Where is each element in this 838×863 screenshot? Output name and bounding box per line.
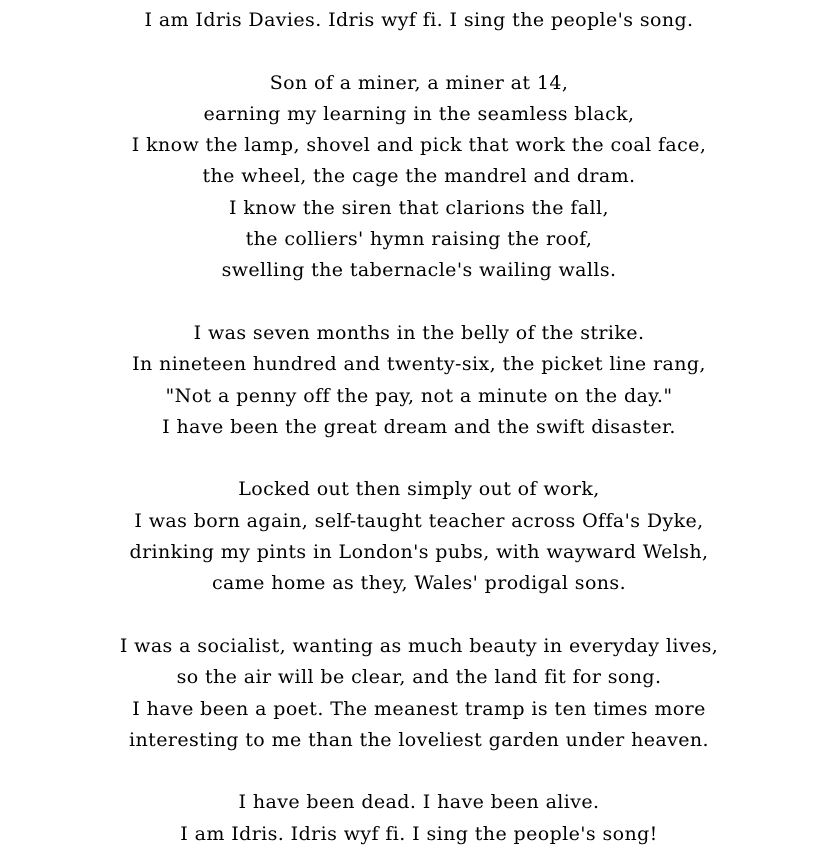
poem-body <box>0 5 838 850</box>
poem-line: "Not a penny off the pay, not a minute on the day." <box>165 384 673 407</box>
poem-line: I was seven months in the belly of the strike. <box>193 321 645 344</box>
poem-line: I have been the great dream and the swift disaster. <box>162 415 676 438</box>
poem-line: I have been dead. I have been alive. <box>238 791 600 814</box>
poem-line: I am Idris. Idris wyf fi. I sing the people's song! <box>180 822 658 845</box>
poem-stanza <box>0 68 838 287</box>
poem-line: so the air will be clear, and the land fit for song. <box>176 666 662 689</box>
poem-line: I was born again, self-taught teacher across Offa's Dyke, <box>134 509 704 532</box>
poem-stanza <box>0 474 838 599</box>
poem-line: the colliers' hymn raising the roof, <box>245 228 593 251</box>
poem-line: I know the siren that clarions the fall, <box>229 196 609 219</box>
poem-stanza <box>0 5 838 36</box>
poem-stanza <box>0 787 838 850</box>
poem-line: I am Idris Davies. Idris wyf fi. I sing the people's song. <box>144 9 694 31</box>
poem-line: In nineteen hundred and twenty-six, the picket line rang, <box>132 353 706 376</box>
poem-line: Locked out then simply out of work, <box>238 478 600 501</box>
poem-line: earning my learning in the seamless black, <box>203 102 635 125</box>
poem-line: I have been a poet. The meanest tramp is ten times more <box>132 697 706 720</box>
poem-line: the wheel, the cage the mandrel and dram. <box>202 165 636 188</box>
poem-line: swelling the tabernacle's wailing walls. <box>221 259 617 282</box>
poem-line: drinking my pints in London's pubs, with wayward Welsh, <box>129 541 709 564</box>
poem-stanza <box>0 631 838 756</box>
poem-line: came home as they, Wales' prodigal sons. <box>211 572 627 595</box>
poem-line: interesting to me than the loveliest garden under heaven. <box>129 728 709 751</box>
poem-line: I know the lamp, shovel and pick that work the coal face, <box>131 134 707 157</box>
poem-line: I was a socialist, wanting as much beauty in everyday lives, <box>119 634 719 657</box>
poem-stanza <box>0 318 838 443</box>
poem-line: Son of a miner, a miner at 14, <box>269 71 569 94</box>
